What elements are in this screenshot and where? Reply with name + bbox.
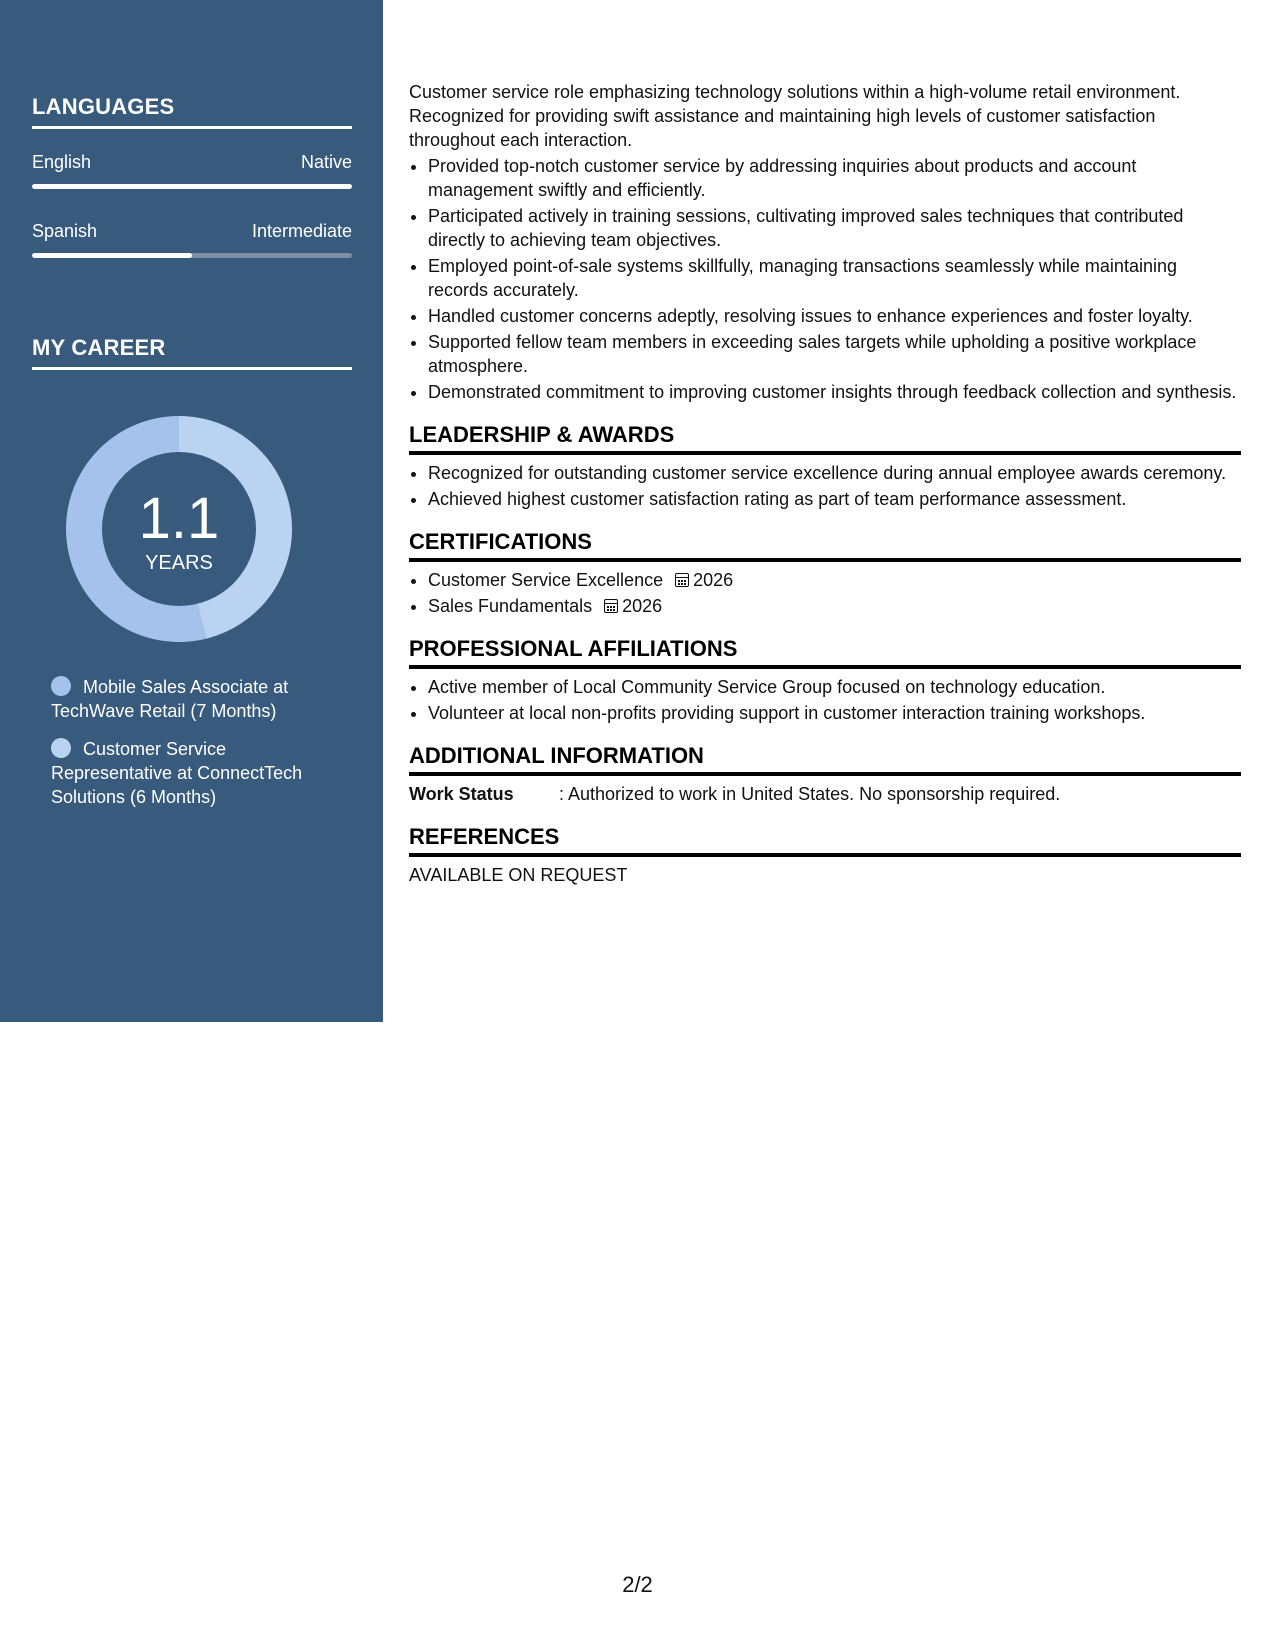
career-item xyxy=(51,675,341,723)
language-bar-fill xyxy=(32,253,192,258)
languages-heading: LANGUAGES xyxy=(32,94,352,129)
list-item: • Participated actively in training sessions, cultivating improved sales techniques that contributed directly to achieving team objectives. xyxy=(428,204,1241,252)
references-text: AVAILABLE ON REQUEST xyxy=(409,865,628,885)
certification-item xyxy=(428,594,1241,618)
certifications-heading: CERTIFICATIONS xyxy=(409,529,1241,562)
additional-info-heading: ADDITIONAL INFORMATION xyxy=(409,743,1241,776)
sidebar xyxy=(0,0,383,1022)
language-name: English xyxy=(32,152,92,172)
certification-name: Sales Fundamentals xyxy=(428,596,593,616)
list-item: • Handled customer concerns adeptly, resolving issues to enhance experiences and foster loyalty. xyxy=(428,304,1241,328)
career-years-value: 1.1 xyxy=(138,486,220,551)
certification-item xyxy=(428,568,1241,592)
list-item: • Volunteer at local non-profits providing support in customer interaction training workshops. xyxy=(428,701,1241,725)
list-item: • Demonstrated commitment to improving customer insights through feedback collection and synthesis. xyxy=(428,380,1241,404)
summary-bullets xyxy=(409,154,1241,404)
references-heading: REFERENCES xyxy=(409,824,1241,857)
language-bar-spanish xyxy=(32,253,352,258)
list-item: • Supported fellow team members in exceeding sales targets while upholding a positive workplace atmosphere. xyxy=(428,330,1241,378)
affiliations-heading: PROFESSIONAL AFFILIATIONS xyxy=(409,636,1241,669)
language-row-spanish xyxy=(32,221,352,242)
career-heading: MY CAREER xyxy=(32,335,352,370)
main-content xyxy=(409,80,1241,887)
list-item: • Achieved highest customer satisfaction rating as part of team performance assessment. xyxy=(428,487,1241,511)
language-bar-english xyxy=(32,184,352,189)
career-years-unit: YEARS xyxy=(145,552,213,574)
language-name: Spanish xyxy=(32,221,98,241)
career-item-text: Customer Service Representative at ConnectTech Solutions (6 Months) xyxy=(51,739,303,807)
affiliations-list xyxy=(409,675,1241,725)
work-status-label: Work Status xyxy=(409,784,514,804)
career-donut-chart xyxy=(66,416,292,642)
summary-paragraph: Customer service role emphasizing technology solutions within a high-volume retail environment. Recognized for providing swift assistance and maintaining high levels of customer satisfaction throughout each interaction. xyxy=(409,82,1181,150)
calendar-icon xyxy=(675,573,689,587)
list-item: • Active member of Local Community Service Group focused on technology education. xyxy=(428,675,1241,699)
leadership-list xyxy=(409,461,1241,511)
page-number: 2/2 xyxy=(622,1572,653,1597)
language-level: Native xyxy=(300,152,352,172)
leadership-heading: LEADERSHIP & AWARDS xyxy=(409,422,1241,455)
language-level: Intermediate xyxy=(251,221,352,241)
certifications-list xyxy=(409,568,1241,618)
certification-year: 2026 xyxy=(693,570,734,590)
language-bar-fill xyxy=(32,184,352,189)
list-item: • Recognized for outstanding customer service excellence during annual employee awards ceremony. xyxy=(428,461,1241,485)
calendar-icon xyxy=(604,599,618,613)
list-item: • Employed point-of-sale systems skillfully, managing transactions seamlessly while maintaining records accurately. xyxy=(428,254,1241,302)
certification-name: Customer Service Excellence xyxy=(428,570,664,590)
language-row-english xyxy=(32,152,352,173)
career-legend-dot xyxy=(51,738,71,758)
certification-year: 2026 xyxy=(622,596,663,616)
work-status-value: : Authorized to work in United States. No sponsorship required. xyxy=(559,784,1061,804)
career-item xyxy=(51,737,341,809)
career-item-text: Mobile Sales Associate at TechWave Retail (7 Months) xyxy=(51,677,289,721)
list-item: • Provided top-notch customer service by addressing inquiries about products and account management swiftly and efficiently. xyxy=(428,154,1241,202)
work-status-row xyxy=(409,782,1241,806)
career-legend-dot xyxy=(51,676,71,696)
